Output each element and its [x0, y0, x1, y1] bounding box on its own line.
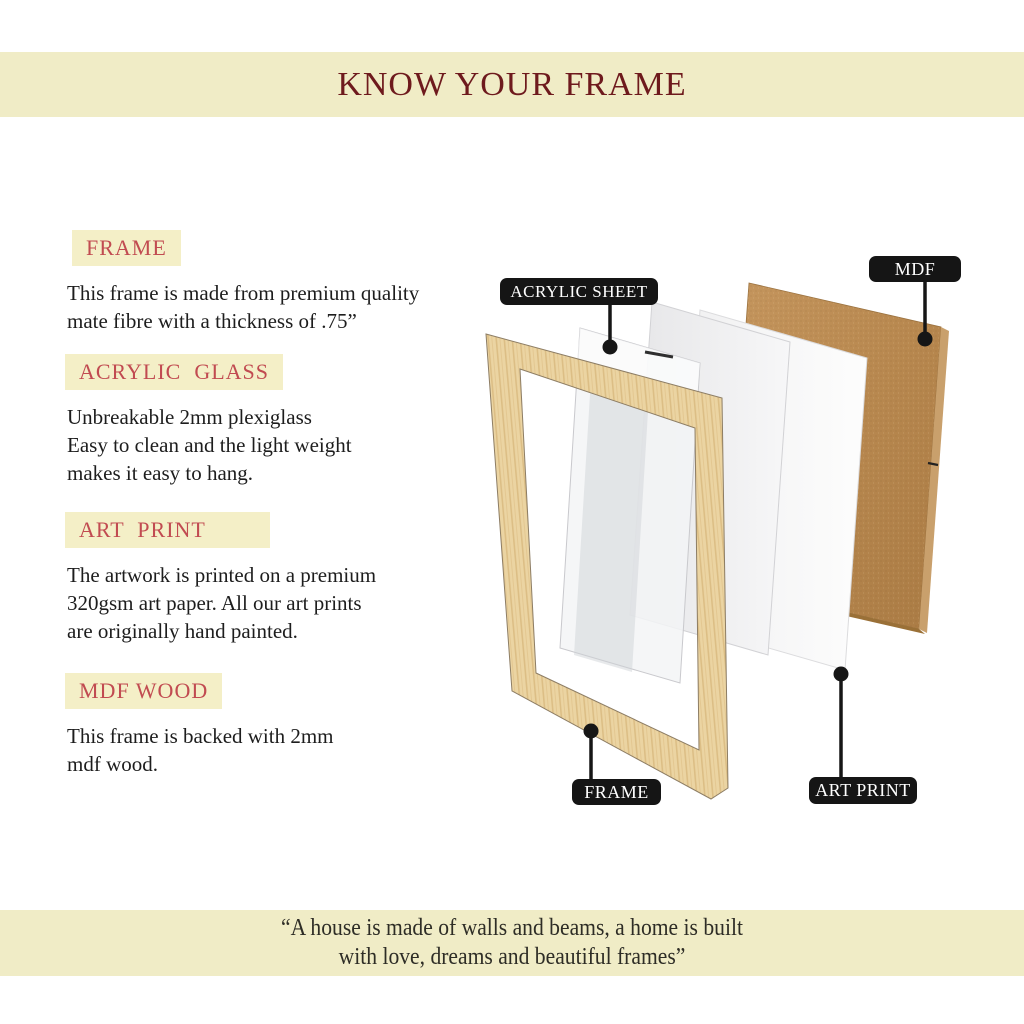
footer-quote [51, 910, 973, 972]
quote-line: “A house is made of walls and beams, a home is built [281, 915, 743, 941]
connector-dot-frame [584, 724, 599, 739]
body-line: mdf wood. [67, 752, 158, 776]
body-line: makes it easy to hang. [67, 461, 254, 485]
body-line: This frame is made from premium quality [67, 281, 420, 305]
body-line: Unbreakable 2mm plexiglass [67, 405, 312, 429]
connector-dot-mdf [918, 332, 933, 347]
label-art-print: ART PRINT [809, 777, 917, 804]
body-line: 320gsm art paper. All our art prints [67, 591, 362, 615]
connector-dot-acrylic [603, 340, 618, 355]
body-line: This frame is backed with 2mm [67, 724, 334, 748]
label-frame: FRAME [572, 779, 661, 805]
body-line: Easy to clean and the light weight [67, 433, 352, 457]
label-acrylic-sheet: ACRYLIC SHEET [500, 278, 658, 305]
footer-band [0, 910, 1024, 976]
connector-dot-art-print [834, 667, 849, 682]
quote-line: with love, dreams and beautiful frames” [338, 944, 686, 970]
body-line: are originally hand painted. [67, 619, 298, 643]
label-mdf: MDF [869, 256, 961, 282]
section-frame-heading: FRAME [72, 230, 181, 266]
section-acrylic-heading: ACRYLIC GLASS [65, 354, 283, 390]
body-line: mate fibre with a thickness of .75” [67, 309, 357, 333]
body-line: The artwork is printed on a premium [67, 563, 377, 587]
page-title: KNOW YOUR FRAME [337, 66, 687, 103]
section-art-print-heading: ART PRINT [65, 512, 270, 548]
section-mdf-heading: MDF WOOD [65, 673, 222, 709]
